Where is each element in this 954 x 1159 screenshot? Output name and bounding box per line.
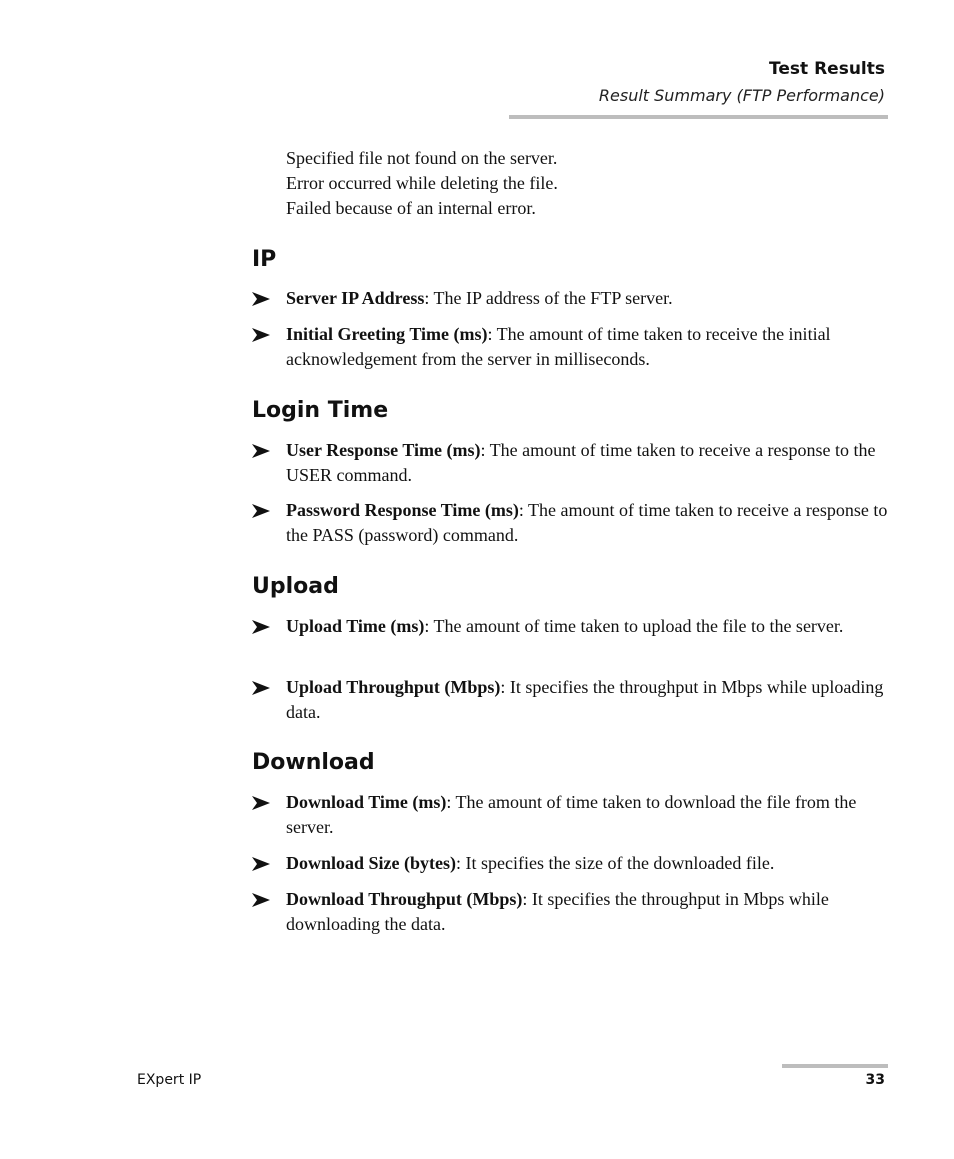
arrow-bullet-icon bbox=[252, 328, 270, 342]
list-item bbox=[252, 851, 888, 876]
footer-rule bbox=[782, 1064, 888, 1068]
description: : The amount of time taken to receive the initial acknowledgement from the server in milliseconds. bbox=[286, 324, 831, 369]
description: : It specifies the size of the downloaded file. bbox=[456, 853, 775, 873]
arrow-bullet-icon bbox=[252, 681, 270, 695]
description: : The amount of time taken to receive a response to the USER command. bbox=[286, 440, 876, 485]
term: Download Time (ms) bbox=[286, 792, 447, 812]
term: Download Throughput (Mbps) bbox=[286, 889, 523, 909]
arrow-bullet-icon bbox=[252, 620, 270, 634]
arrow-bullet-icon bbox=[252, 444, 270, 458]
arrow-bullet-icon bbox=[252, 796, 270, 810]
term: Upload Time (ms) bbox=[286, 616, 425, 636]
description: : It specifies the throughput in Mbps while uploading data. bbox=[286, 677, 884, 722]
intro-line: Failed because of an internal error. bbox=[286, 198, 536, 218]
term: Server IP Address bbox=[286, 288, 425, 308]
page-number: 33 bbox=[865, 1072, 885, 1088]
list-item bbox=[252, 322, 888, 372]
list-item bbox=[252, 887, 888, 937]
intro-text bbox=[286, 146, 886, 221]
list-item bbox=[252, 286, 888, 311]
section-title-download: Download bbox=[252, 750, 375, 775]
list-item bbox=[252, 790, 888, 840]
term: Initial Greeting Time (ms) bbox=[286, 324, 488, 344]
header-subtitle: Result Summary (FTP Performance) bbox=[598, 86, 885, 105]
intro-line: Error occurred while deleting the file. bbox=[286, 173, 558, 193]
description: : The IP address of the FTP server. bbox=[424, 288, 673, 308]
running-header bbox=[599, 58, 885, 107]
section-title-upload: Upload bbox=[252, 574, 339, 599]
list-item bbox=[252, 614, 888, 639]
term: Download Size (bytes) bbox=[286, 853, 456, 873]
list-item bbox=[252, 438, 888, 488]
section-title-ip: IP bbox=[252, 247, 277, 272]
description: : The amount of time taken to download the file from the server. bbox=[286, 792, 857, 837]
arrow-bullet-icon bbox=[252, 893, 270, 907]
footer-product-name: EXpert IP bbox=[137, 1072, 202, 1088]
header-rule bbox=[509, 115, 888, 119]
description: : The amount of time taken to upload the file to the server. bbox=[424, 616, 844, 636]
term: User Response Time (ms) bbox=[286, 440, 481, 460]
term: Upload Throughput (Mbps) bbox=[286, 677, 501, 697]
description: : The amount of time taken to receive a response to the PASS (password) command. bbox=[286, 500, 888, 545]
section-title-login-time: Login Time bbox=[252, 398, 389, 423]
arrow-bullet-icon bbox=[252, 857, 270, 871]
arrow-bullet-icon bbox=[252, 292, 270, 306]
description: : It specifies the throughput in Mbps while downloading the data. bbox=[286, 889, 829, 934]
term: Password Response Time (ms) bbox=[286, 500, 519, 520]
intro-line: Specified file not found on the server. bbox=[286, 148, 558, 168]
header-title: Test Results bbox=[769, 59, 885, 79]
list-item bbox=[252, 498, 888, 548]
list-item bbox=[252, 675, 888, 725]
arrow-bullet-icon bbox=[252, 504, 270, 518]
